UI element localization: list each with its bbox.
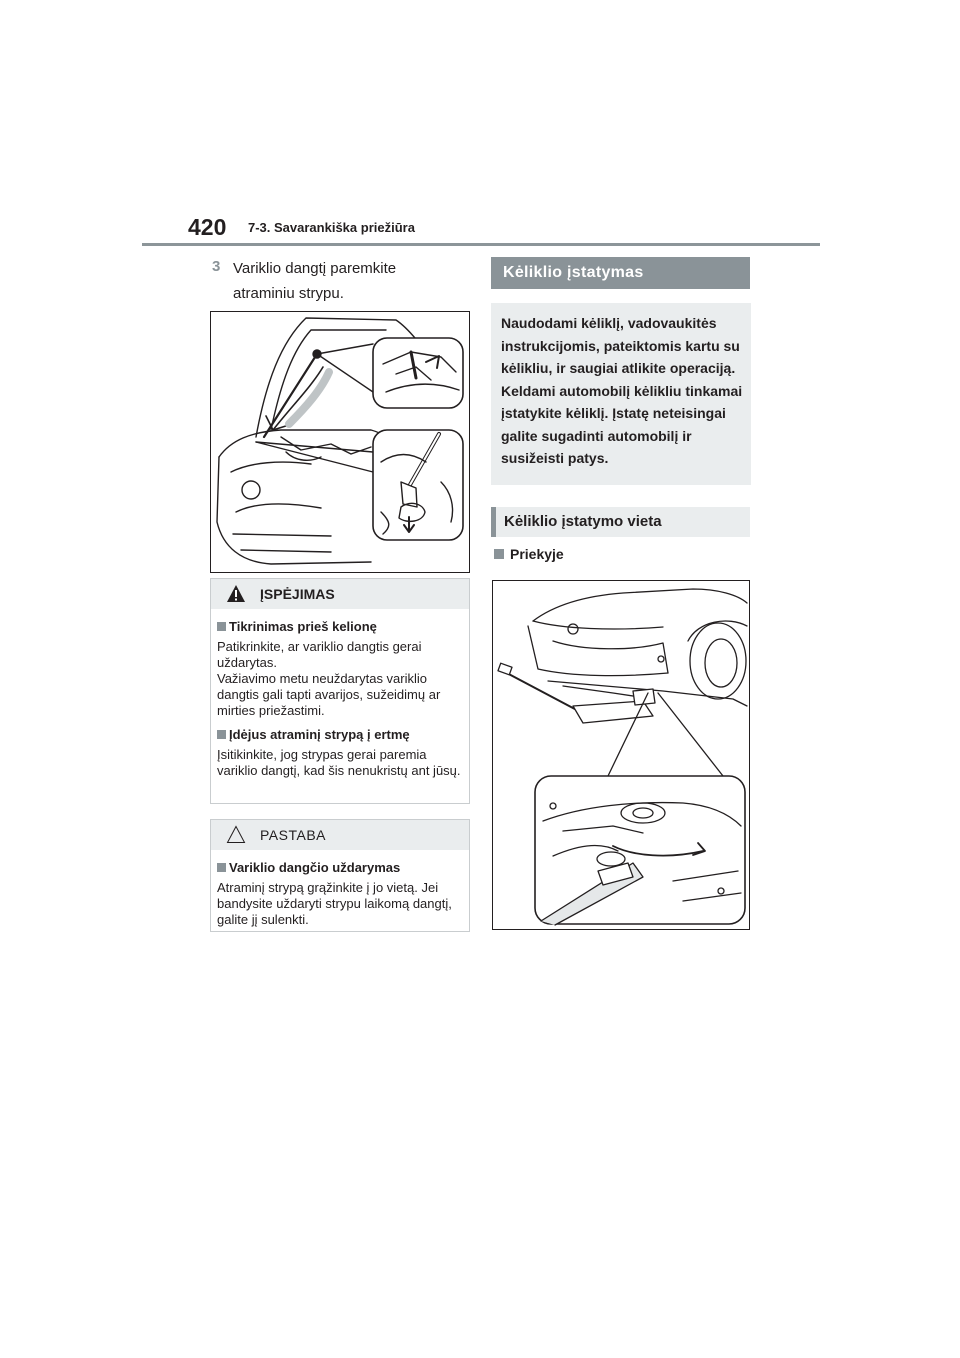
warning-triangle-icon <box>226 584 246 603</box>
notice-heading: Variklio dangčio uždarymas <box>217 860 463 876</box>
notice-body <box>211 850 469 928</box>
bullet-square-icon <box>217 863 226 872</box>
warning-box <box>210 578 470 804</box>
bullet-square-icon <box>217 730 226 739</box>
heading-accent-bar <box>491 507 496 537</box>
warning-body <box>211 609 469 779</box>
warning-header <box>211 579 469 609</box>
header-divider <box>142 243 820 246</box>
step-number: 3 <box>212 258 221 275</box>
notice-box <box>210 819 470 932</box>
section-title: Kėliklio įstatymas <box>503 264 644 281</box>
jack-intro-box <box>491 303 751 485</box>
notice-text: Atraminį strypą grąžinkite į jo vietą. Jei bandysite uždaryti strypu laikomą dangtį, galite jį sulenkti. <box>217 880 452 927</box>
subsection-heading-jack-position <box>491 507 750 537</box>
warning-item-heading: Tikrinimas prieš kelionę <box>217 619 463 635</box>
warning-item-text: Įsitikinkite, jog strypas gerai paremia variklio dangtį, kad šis nenukristų ant jūsų. <box>217 747 461 778</box>
notice-triangle-icon <box>226 825 246 844</box>
warning-item-text: Važiavimo metu neuždarytas variklio dangtis gali tapti avarijos, sužeidimų ar mirties priežastimi. <box>217 671 441 718</box>
jack-position-illustration <box>492 580 750 930</box>
notice-title: PASTABA <box>260 827 327 843</box>
notice-header <box>211 820 469 850</box>
bullet-square-icon <box>494 549 504 559</box>
warning-title: ĮSPĖJIMAS <box>260 586 335 602</box>
location-label: Priekyje <box>494 546 564 562</box>
warning-item-text: Patikrinkite, ar variklio dangtis gerai uždarytas. <box>217 639 422 670</box>
jack-intro-text: Naudodami kėliklį, vadovaukitės instrukcijomis, pateiktomis kartu su kėlikliu, ir saugiai atlikite operaciją. Keldami automobilį kėlikliu tinkamai įstatykite kėliklį. Įstatę neteisingai galite sugadinti automobilį ir susižeisti patys. <box>501 315 743 466</box>
step-text: Variklio dangtį paremkite atraminiu strypu. <box>233 260 397 302</box>
section-heading-jack <box>491 257 750 289</box>
bullet-square-icon <box>217 622 226 631</box>
warning-item-heading: Įdėjus atraminį strypą į ertmę <box>217 727 463 743</box>
chapter-title: 7-3. Savarankiška priežiūra <box>248 220 415 235</box>
subsection-title: Kėliklio įstatymo vieta <box>504 513 662 530</box>
page-number: 420 <box>188 214 227 240</box>
hood-support-rod-illustration <box>210 311 470 573</box>
